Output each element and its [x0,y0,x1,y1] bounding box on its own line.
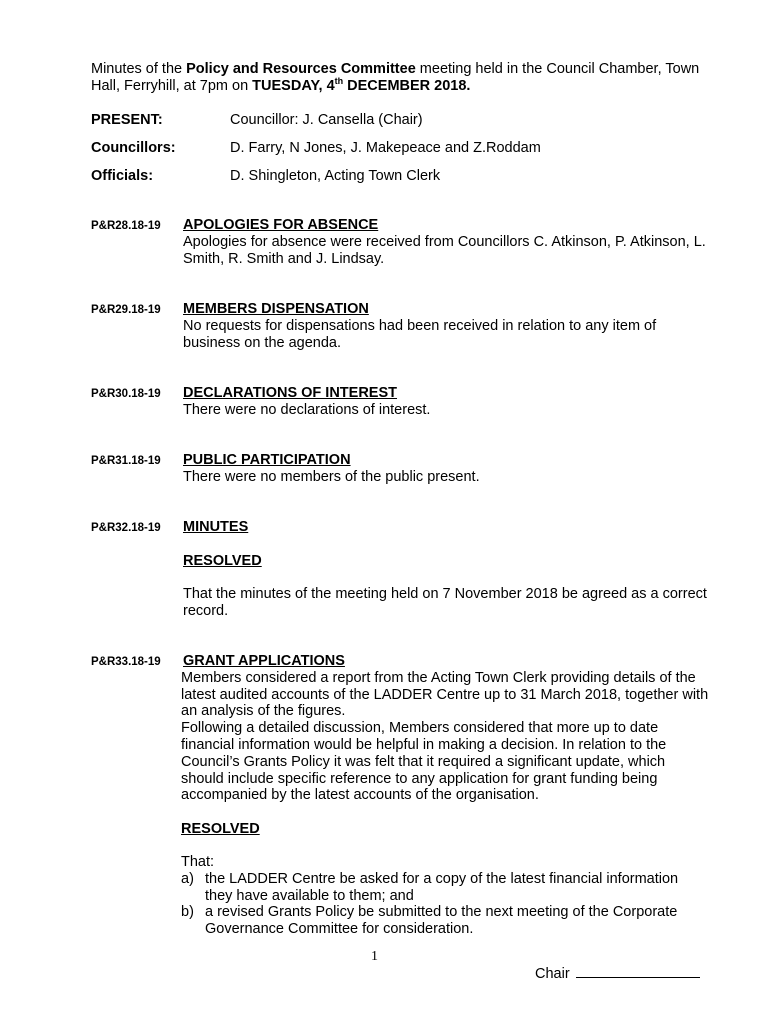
minute-item [183,519,713,536]
minute-item [183,217,713,267]
councillors-value: D. Farry, N Jones, J. Makepeace and Z.Roddam [230,140,541,156]
chair-signature-line [535,965,700,982]
item-resolved: RESOLVED [181,821,260,837]
signature-blank [576,965,700,978]
present-label: PRESENT: [91,112,163,128]
officials-label: Officials: [91,168,154,184]
present-value: Councillor: J. Cansella (Chair) [230,112,423,128]
page-number: 1 [371,949,378,964]
chair-label: Chair [535,966,570,982]
list-item: a) the LADDER Centre be asked for a copy of the latest financial information they have available to them; and [181,870,679,904]
minute-item [181,653,711,804]
councillors-label: Councillors: [91,140,176,156]
item-ref: P&R32.18-19 [91,522,161,534]
minute-item [183,301,713,351]
item-body: Apologies for absence were received from Councillors C. Atkinson, P. Atkinson, L. Smith, R. Smith and J. Lindsay. [183,233,706,267]
item-body: No requests for dispensations had been received in relation to any item of business on the agenda. [183,317,657,351]
minute-item [183,385,713,419]
item-ref: P&R30.18-19 [91,388,161,400]
intro-prefix: Minutes of the [91,61,187,77]
item-ref: P&R29.18-19 [91,304,161,316]
resolution-intro: That: [181,854,215,870]
item-body: There were no declarations of interest. [183,401,431,418]
item-ref: P&R31.18-19 [91,455,161,467]
committee-name: Policy and Resources Committee [186,61,416,77]
item-resolved: RESOLVED [183,553,262,569]
item-ref: P&R33.18-19 [91,656,161,668]
list-item: b) a revised Grants Policy be submitted to the next meeting of the Corporate Governance Committee for consideration. [181,904,678,938]
item-heading: DECLARATIONS OF INTEREST [183,385,398,401]
item-heading: APOLOGIES FOR ABSENCE [183,217,379,233]
item-ref: P&R28.18-19 [91,220,161,232]
meeting-intro [91,61,721,95]
item-heading: GRANT APPLICATIONS [183,653,345,669]
intro-middle: meeting held in the Council Chamber, Town Hall, Ferryhill, at 7pm on [91,61,700,94]
item-heading: MEMBERS DISPENSATION [183,301,369,317]
item-body: Members considered a report from the Acting Town Clerk providing details of the latest audited accounts of the LADDER Centre up to 31 March 2018, together with an analysis of the figures. [181,669,709,720]
resolution-list [181,854,701,938]
item-body-2: Following a detailed discussion, Members considered that more up to date financial information would be helpful in making a decision. In relation to the Council’s Grants Policy it was felt that it required a significant update, which should include specific reference to any application for grant funding being accompanied by the latest accounts of the organisation. [181,720,667,804]
item-body: There were no members of the public present. [183,468,480,485]
item-heading: MINUTES [183,519,249,535]
officials-value: D. Shingleton, Acting Town Clerk [230,168,441,184]
minute-item [183,452,713,486]
item-heading: PUBLIC PARTICIPATION [183,452,351,468]
item-body: That the minutes of the meeting held on 7 November 2018 be agreed as a correct record. [183,586,707,619]
meeting-date: TUESDAY, 4th DECEMBER 2018. [252,76,471,94]
